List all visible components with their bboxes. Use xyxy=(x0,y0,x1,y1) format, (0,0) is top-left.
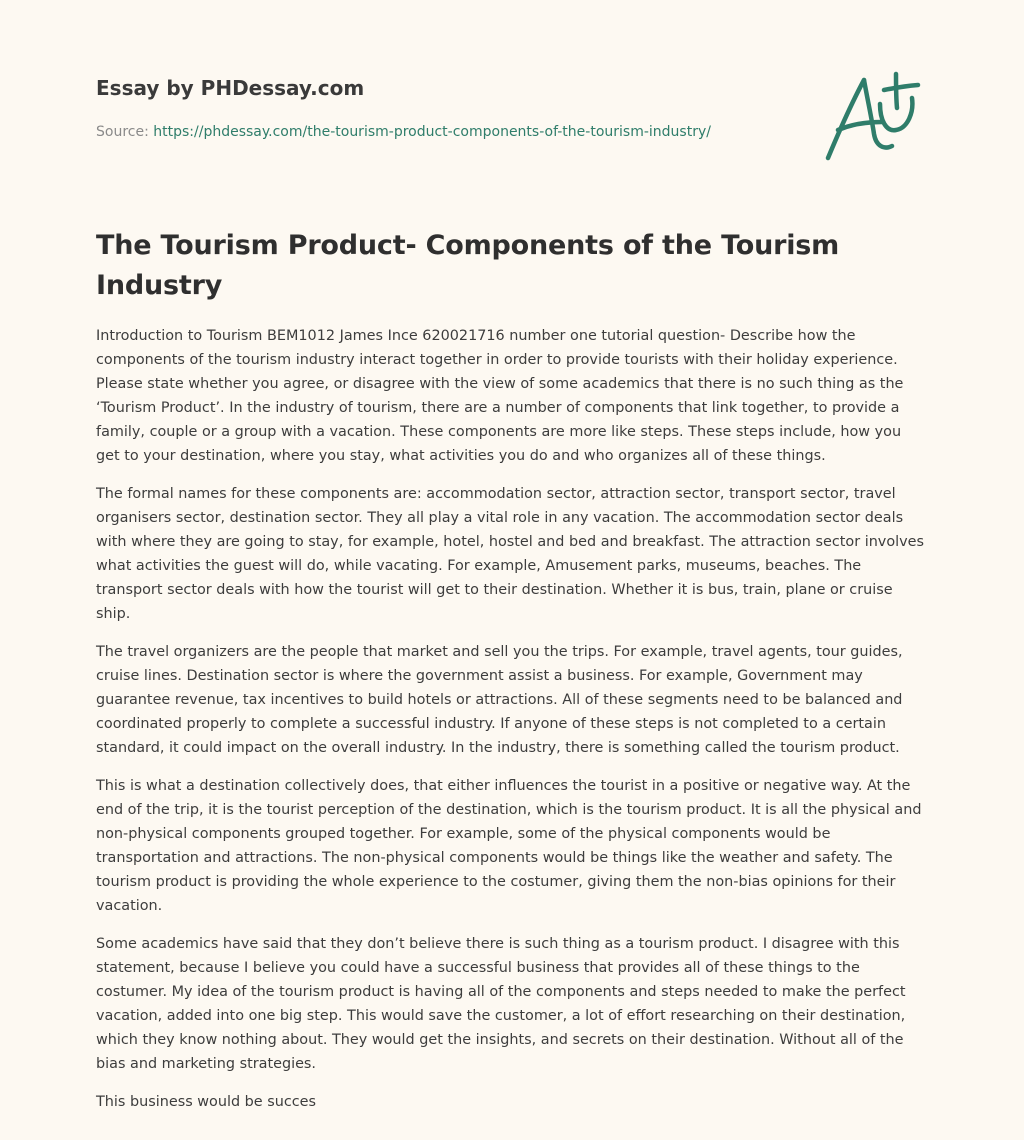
essay-paragraph: Introduction to Tourism BEM1012 James Ince 620021716 number one tutorial question- Describe how the components of the tourism industry interact together in order to provide tourists with their holiday experience. Please state whether you agree, or disagree with the view of some academics that there is no such thing as the ‘Tourism Product’. In the industry of tourism, there are a number of components that link together, to provide a family, couple or a group with a vacation. These components are more like steps. These steps include, how you get to your destination, where you stay, what activities you do and who organizes all of these things. xyxy=(96,328,904,464)
essay-paragraph: The travel organizers are the people that market and sell you the trips. For example, travel agents, tour guides, cruise lines. Destination sector is where the government assist a business. For example, Government may guarantee revenue, tax incentives to build hotels or attractions. All of these segments need to be balanced and coordinated properly to complete a successful industry. If anyone of these steps is not completed to a certain standard, it could impact on the overall industry. In the industry, there is something called the tourism product. xyxy=(96,644,903,756)
essay-paragraph: The formal names for these components are: accommodation sector, attraction sector, transport sector, travel organisers sector, destination sector. They all play a vital role in any vacation. The accommodation sector deals with where they are going to stay, for example, hotel, hostel and bed and breakfast. The attraction sector involves what activities the guest will do, while vacating. For example, Amusement parks, museums, beaches. The transport sector deals with how the tourist will get to their destination. Whether it is bus, train, plane or cruise ship. xyxy=(96,486,924,622)
source-line xyxy=(96,124,711,140)
site-brand: Essay by PHDessay.com xyxy=(96,76,365,100)
essay-paragraph: This is what a destination collectively does, that either influences the tourist in a positive or negative way. At the end of the trip, it is the tourist perception of the destination, which is the tourism product. It is all the physical and non-physical components grouped together. For example, some of the physical components would be transportation and attractions. The non-physical components would be things like the weather and safety. The tourism product is providing the whole experience to the costumer, giving them the non-bias opinions for their vacation. xyxy=(96,778,922,914)
a-plus-grade-icon xyxy=(822,68,926,164)
source-label: Source: xyxy=(96,124,154,140)
essay-title: The Tourism Product- Components of the Tourism Industry xyxy=(96,230,840,301)
essay-paragraph: Some academics have said that they don’t believe there is such thing as a tourism product. I disagree with this statement, because I believe you could have a successful business that provides all of these things to the costumer. My idea of the tourism product is having all of the components and steps needed to make the perfect vacation, added into one big step. This would save the customer, a lot of effort researching on their destination, which they know nothing about. They would get the insights, and secrets on their destination. Without all of the bias and marketing strategies. xyxy=(96,936,906,1072)
source-link[interactable]: https://phdessay.com/the-tourism-product-components-of-the-tourism-industry/ xyxy=(153,124,711,140)
essay-paragraph: This business would be succes xyxy=(96,1094,317,1110)
essay-body xyxy=(96,324,928,1128)
